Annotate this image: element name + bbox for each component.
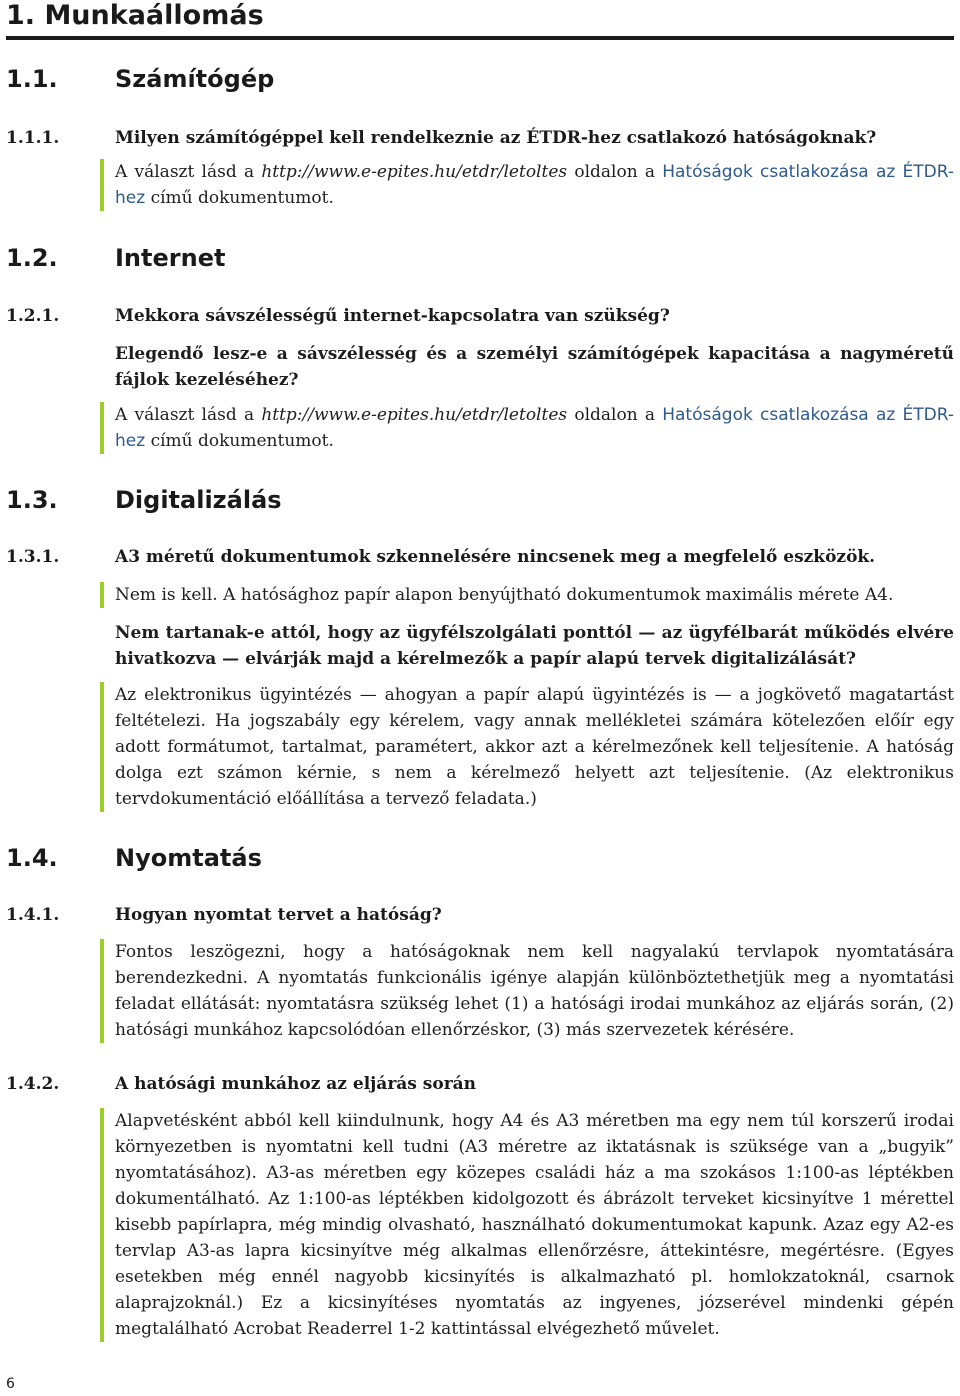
answer-text: Nem is kell. A hatósághoz papír alapon benyújtható dokumentumok maximális mérete A4. <box>115 585 894 605</box>
subsection-title: Mekkora sávszélességű internet-kapcsolatra van szükség? <box>115 306 670 326</box>
question-text: Elegendő lesz-e a sávszélesség és a személyi számítógépek kapacitása a nagyméretű fájlok kezeléséhez? <box>115 344 954 390</box>
section-number: 1.1. <box>6 65 58 93</box>
answer-mid: oldalon a <box>567 405 663 425</box>
subsection-title: A hatósági munkához az eljárás során <box>115 1074 477 1094</box>
subsection-title: Hogyan nyomtat tervet a hatóság? <box>115 905 442 925</box>
url-text: http://www.e-epites.hu/etdr/letoltes <box>261 405 568 425</box>
subsection-title: A3 méretű dokumentumok szkennelésére nincsenek meg a megfelelő eszközök. <box>115 547 876 567</box>
answer-post: című dokumentumot. <box>145 188 334 208</box>
subsection-number: 1.2.1. <box>6 306 60 326</box>
question-text: Nem tartanak-e attól, hogy az ügyfélszolgálati ponttól — az ügyfélbarát működés elvére hivatkozva — elvárják majd a kérelmezők a papír alapú tervek digitalizálását? <box>115 623 954 669</box>
section-number: 1.4. <box>6 844 58 872</box>
section-title: Nyomtatás <box>115 844 262 872</box>
answer-block <box>100 1108 954 1342</box>
answer-mid: oldalon a <box>567 162 663 182</box>
url-text: http://www.e-epites.hu/etdr/letoltes <box>261 162 568 182</box>
answer-post: című dokumentumot. <box>145 431 334 451</box>
section-number: 1.3. <box>6 486 58 514</box>
answer-text: Fontos leszögezni, hogy a hatóságoknak nem kell nagyalakú tervlapok nyomtatására berendezkedni. A nyomtatás funkcionális igénye alapján különböztethetjük meg a nyomtatási feladat ellátását: nyomtatásra szükség lehet (1) a hatósági irodai munkához az eljárás során, (2) hatósági munkához kapcsolódóan ellenőrzéskor, (3) más szervezetek kérésére. <box>115 942 954 1040</box>
section-title: Internet <box>115 244 226 272</box>
doc-link[interactable]: Hatóságok csatlakozása az ÉTDR-hez <box>115 405 954 451</box>
chapter-rule <box>6 36 954 40</box>
answer-pre: A választ lásd a <box>115 405 262 425</box>
doc-link[interactable]: Hatóságok csatlakozása az ÉTDR-hez <box>115 162 954 208</box>
chapter-title: 1. Munkaállomás <box>6 0 264 31</box>
subsection-title: Milyen számítógéppel kell rendelkeznie az ÉTDR-hez csatlakozó hatóságoknak? <box>115 128 877 148</box>
answer-pre: A választ lásd a <box>115 162 262 182</box>
answer-text: Alapvetésként abból kell kiindulnunk, hogy A4 és A3 méretben ma egy nem túl korszerű irodai környezetben is nyomtatni kell tudni (A3 méretre az iktatásnak is szüksége van a „bugyik” nyomtatásához). A3-as méretben egy közepes családi ház a ma szokásos 1:100-as léptékben dokumentálható. Az 1:100-as léptékben kidolgozott és ábrázolt terveket kicsinyítve 1 mérettel kisebb papírlapra, még mindig olvasható, használható dokumentumokat kapunk. Azaz egy A2-es tervlap A3-as lapra kicsinyítve még alkalmas ellenőrzésre, áttekintésre, megértésre. (Egyes esetekben még ennél nagyobb kicsinyítés is alkalmazható pl. homlokzatoknál, csarnok alaprajzoknál.) Ez a kicsinyítéses nyomtatás az ingyenes, józserével mindenki gépén megtalálható Acrobat Readerrel 1-2 kattintással elvégezhető művelet. <box>115 1111 954 1339</box>
subsection-number: 1.3.1. <box>6 547 60 567</box>
answer-text <box>115 402 954 454</box>
section-title: Digitalizálás <box>115 486 282 514</box>
answer-block <box>100 582 954 608</box>
subsection-number: 1.4.2. <box>6 1074 60 1094</box>
answer-block <box>100 159 954 211</box>
section-title: Számítógép <box>115 65 275 93</box>
answer-block <box>100 402 954 454</box>
answer-text: Az elektronikus ügyintézés — ahogyan a papír alapú ügyintézés is — a jogkövető magatartást feltételezi. Ha jogszabály egy kérelem, vagy annak mellékletei számára kötelezően előír egy adott formátumot, tartalmat, paramétert, akkor azt a kérelmezőnek kell teljesítenie. A hatóság dolga ezt számon kérnie, s nem a kérelmező helyett azt teljesítenie. (Az elektronikus tervdokumentáció előállítása a tervező feladata.) <box>115 685 954 809</box>
answer-block <box>100 939 954 1043</box>
subsection-number: 1.4.1. <box>6 905 60 925</box>
answer-block <box>100 682 954 812</box>
section-number: 1.2. <box>6 244 58 272</box>
answer-text <box>115 159 954 211</box>
subsection-number: 1.1.1. <box>6 128 60 148</box>
page-number: 6 <box>6 1376 15 1392</box>
